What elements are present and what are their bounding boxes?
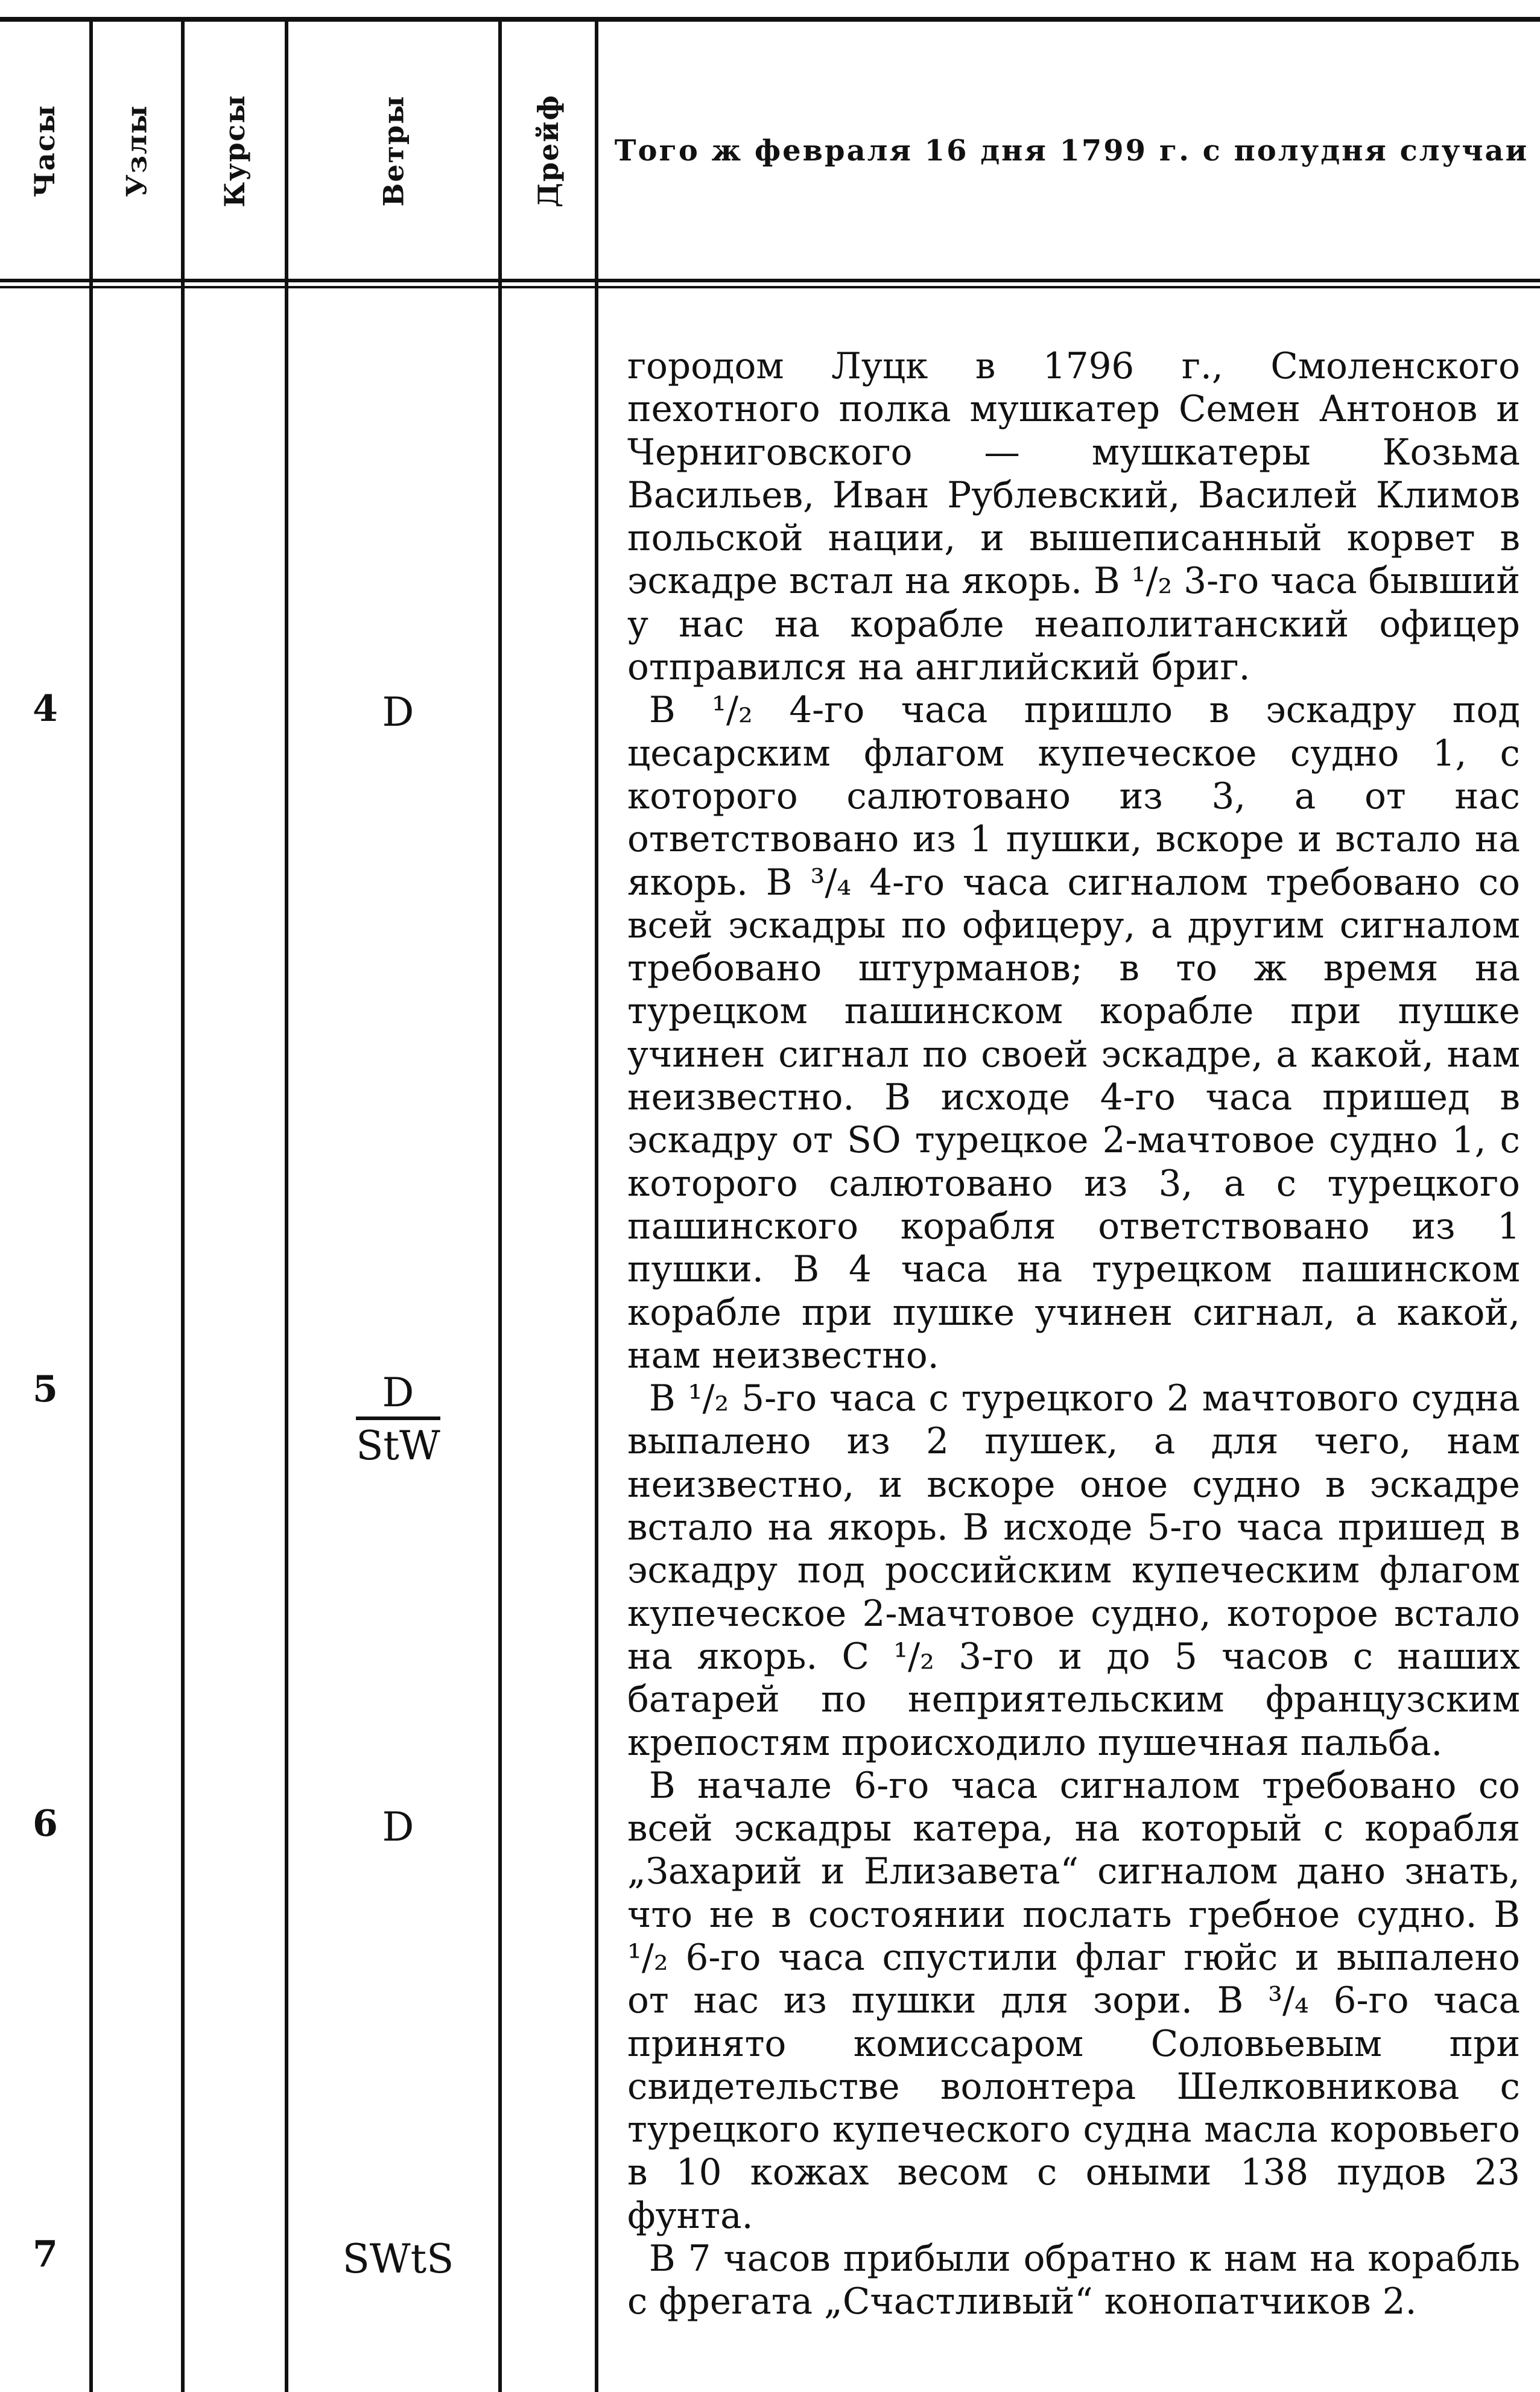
wind-hour-7: SWtS bbox=[342, 2236, 454, 2282]
paragraph: В ¹/₂ 5-го часа с турецкого 2 мачтового судна выпалено из 2 пушек, а для чего, нам неизвестно, и вскоре оное судно в эскадре встало на якорь. В исходе 5-го часа пришед в эскадру под российским купеческим флагом купеческое 2-мачтовое судно, которое встало на якорь. С ¹/₂ 3-го и до 5 часов с наших батарей по неприятельским французским крепостям происходило пушечная пальба. bbox=[627, 1378, 1520, 1764]
header-courses bbox=[185, 18, 285, 284]
paragraph: В ¹/₂ 4-го часа пришло в эскадру под цесарским флагом купеческое судно 1, с которого салютовано из 3, а от нас ответствовано из 1 пушки, вскоре и встало на якорь. В ³/₄ 4-го часа сигналом требовано со всей эскадры по офицеру, а другим сигналом требовано штурманов; в то ж время на турецком пашинском корабле при пушке учинен сигнал по своей эскадре, а какой, нам неизвестно. В исходе 4-го часа пришед в эскадру от SO турецкое 2-мачтовое судно 1, с которого салютовано из 3, а с турецкого пашинского корабля ответствовано из 1 пушки. В 4 часа на турецком пашинском корабле при пушке учинен сигнал, а какой, нам неизвестно. bbox=[627, 690, 1520, 1377]
header-winds bbox=[288, 18, 498, 284]
header-knots-label: Узлы bbox=[121, 104, 154, 197]
header-hours bbox=[0, 18, 89, 284]
header-winds-label: Ветры bbox=[377, 95, 410, 207]
header-drift bbox=[502, 18, 595, 284]
header-drift-label: Дрейф bbox=[532, 94, 565, 208]
hour-6: 6 bbox=[33, 1803, 58, 1845]
header-rule-lower bbox=[0, 286, 1540, 288]
divider-winds-drift bbox=[498, 22, 502, 2392]
wind-hour-6: D bbox=[382, 1804, 414, 1850]
wind-hour-5-bottom: StW bbox=[356, 1416, 440, 1470]
header-hours-label: Часы bbox=[28, 104, 61, 197]
header-courses-label: Курсы bbox=[218, 94, 252, 208]
hour-7: 7 bbox=[33, 2233, 58, 2276]
header-knots bbox=[93, 18, 181, 284]
wind-hour-5 bbox=[299, 1369, 498, 1470]
divider-drift-remarks bbox=[595, 22, 598, 2392]
wind-hour-4: D bbox=[382, 689, 414, 735]
hour-5: 5 bbox=[33, 1368, 58, 1410]
wind-fraction bbox=[356, 1369, 440, 1470]
header-remarks: Того ж февраля 16 дня 1799 г. с полудня случаи bbox=[614, 134, 1529, 168]
remarks-text bbox=[627, 345, 1520, 2324]
divider-hours-knots bbox=[89, 22, 93, 2392]
paragraph: городом Луцк в 1796 г., Смоленского пехотного полка мушкатер Семен Антонов и Черниговского — мушкатеры Козьма Васильев, Иван Рублевский, Василей Климов польской нации, и вышеписанный корвет в эскадре встал на якорь. В ¹/₂ 3-го часа бывший у нас на корабле неаполитанский офицер отправился на английский бриг. bbox=[627, 346, 1520, 689]
divider-knots-courses bbox=[181, 22, 185, 2392]
paragraph: В начале 6-го часа сигналом требовано со всей эскадры катера, на который с корабля „Захарий и Елизавета“ сигналом дано знать, что не в состоянии послать гребное судно. В ¹/₂ 6-го часа спустили флаг гюйс и выпалено от нас из пушки для зори. В ³/₄ 6-го часа принято комиссаром Соловьевым при свидетельстве волонтера Шелковникова с турецкого купеческого судна масла коровьего в 10 кожах весом с оными 138 пудов 23 фунта. bbox=[627, 1765, 1520, 2237]
paragraph: В 7 часов прибыли обратно к нам на корабль с фрегата „Счастливый“ конопатчиков 2. bbox=[627, 2238, 1520, 2323]
divider-courses-winds bbox=[285, 22, 288, 2392]
wind-hour-5-top: D bbox=[382, 1369, 414, 1416]
hour-4: 4 bbox=[33, 688, 58, 730]
